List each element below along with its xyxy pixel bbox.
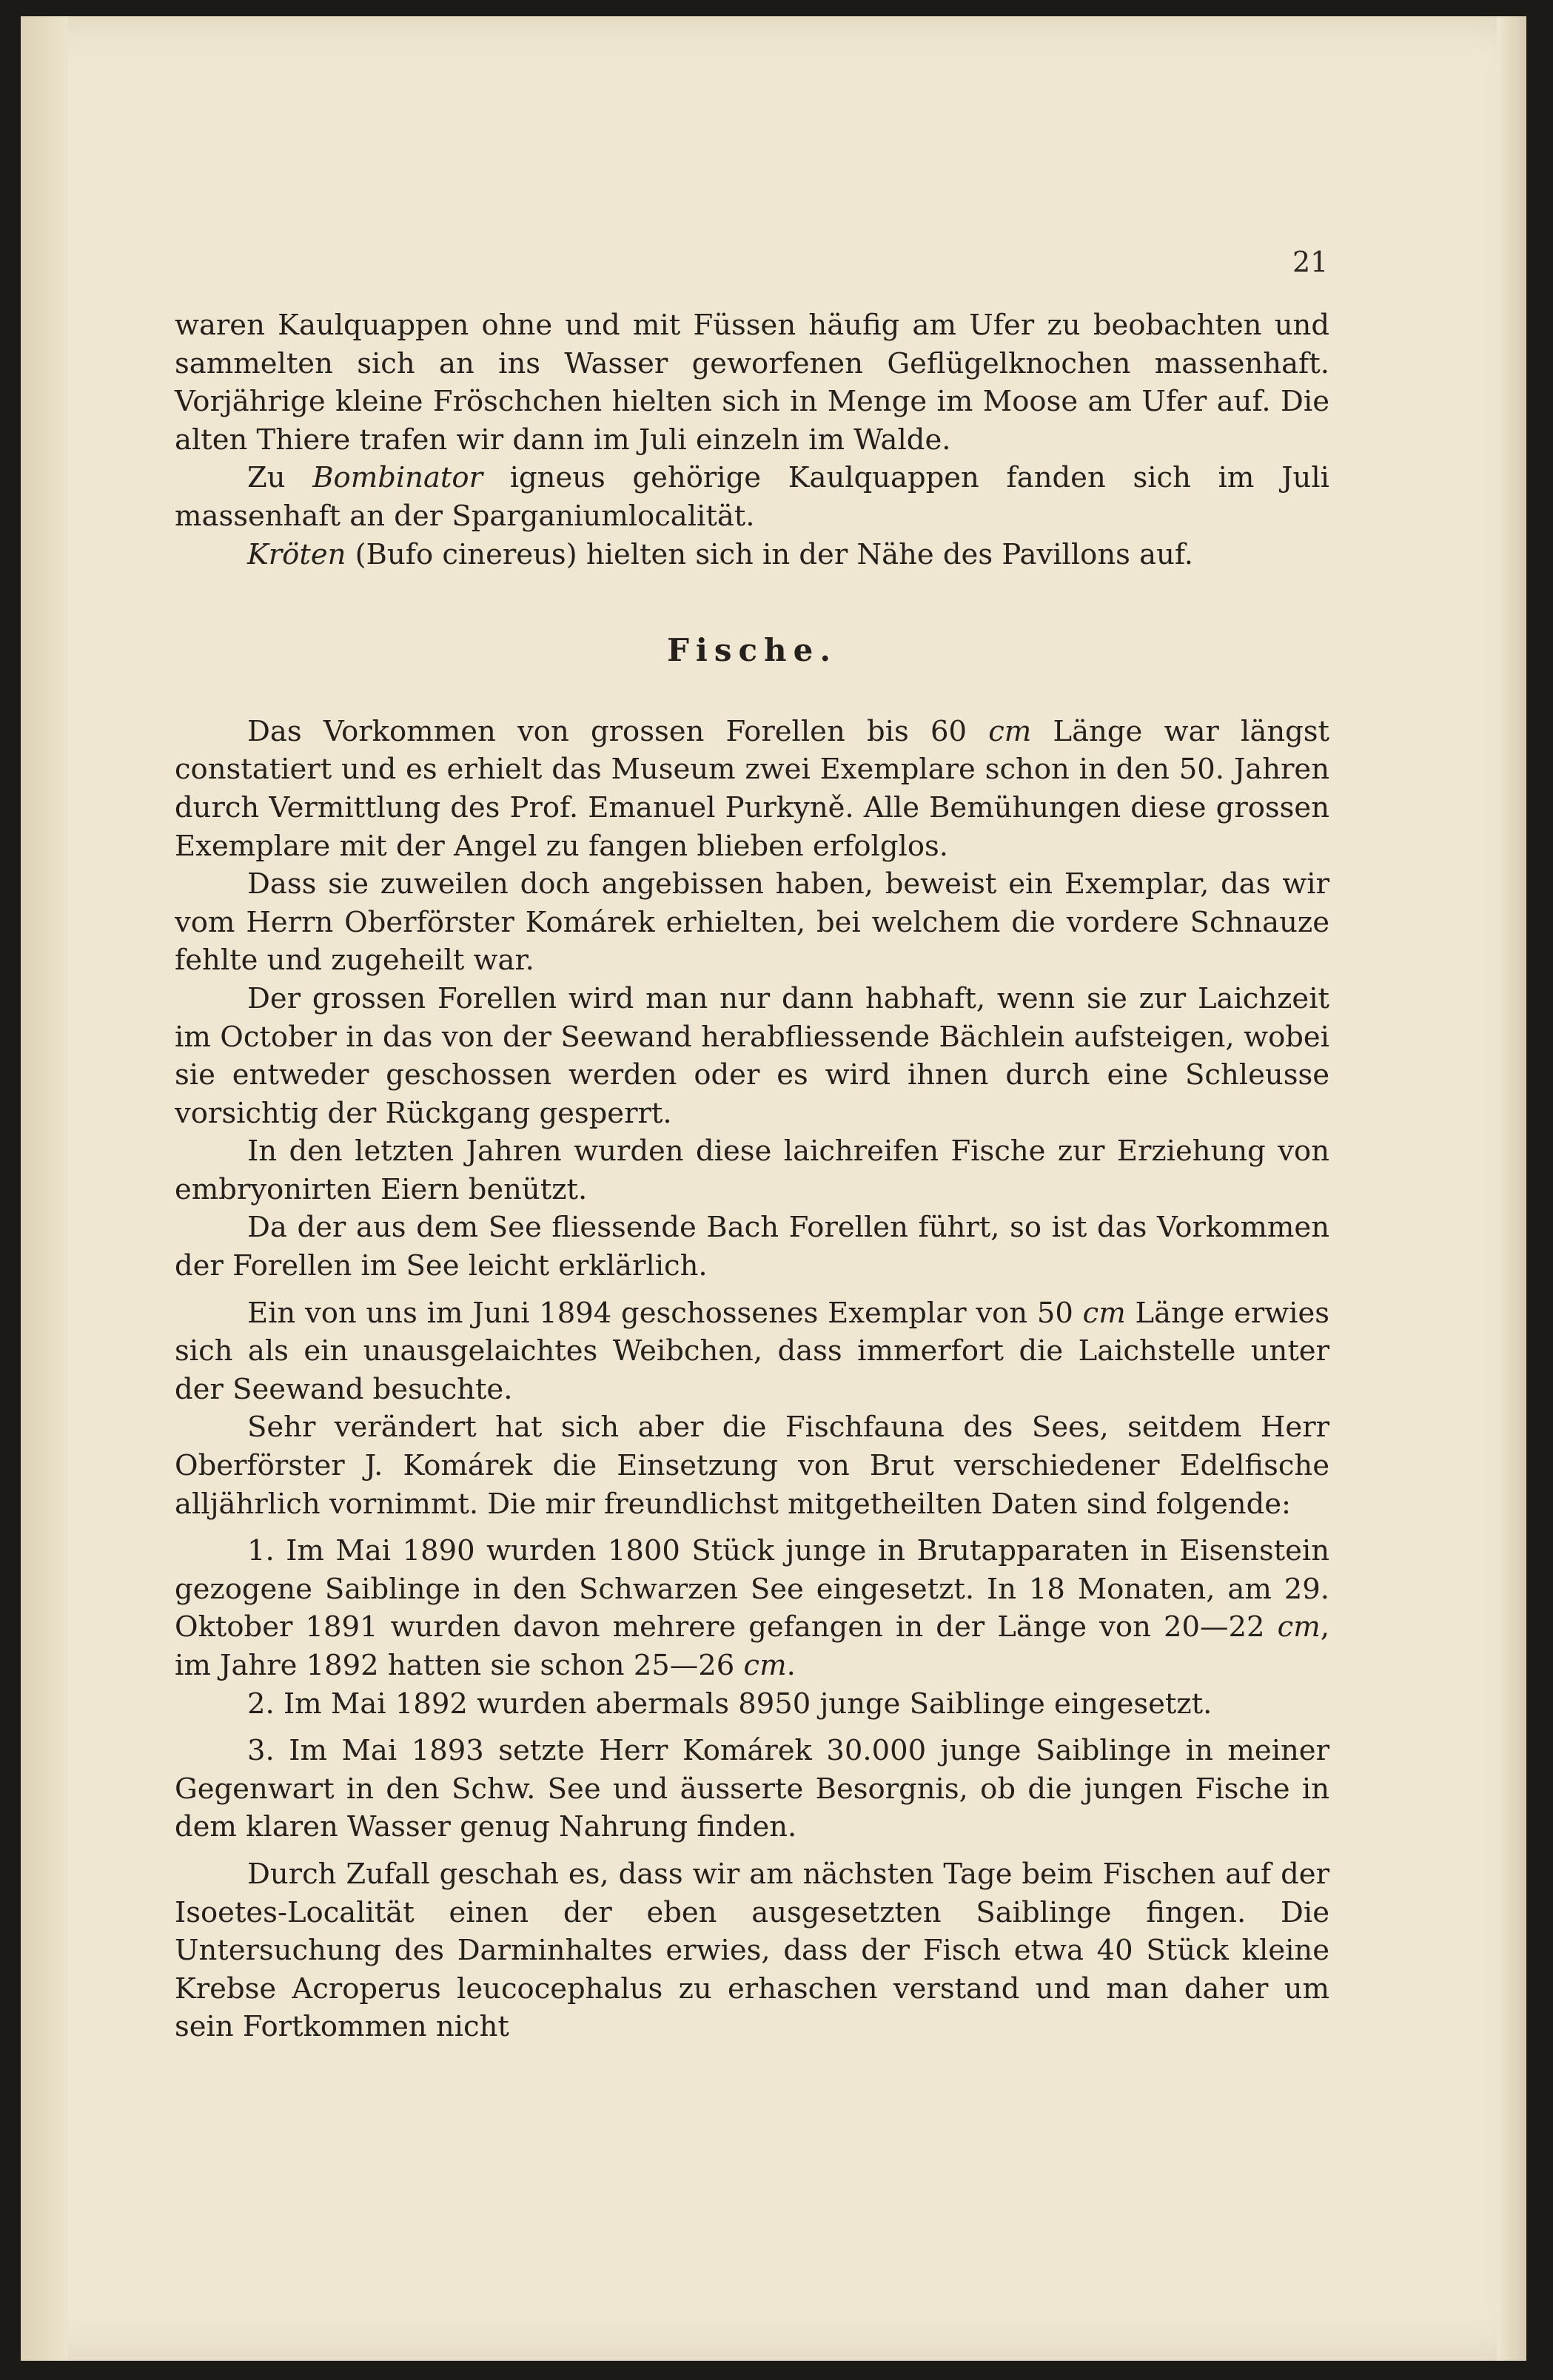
page-edge-shadow (1497, 16, 1526, 2361)
unit-cm: cm (743, 1649, 787, 1682)
book-page (21, 16, 1526, 2361)
paragraph-isoetes: Durch Zufall geschah es, dass wir am nächsten Tage beim Fischen auf der Isoetes-Localität einen der eben ausgesetzten Saiblinge fingen. Die Untersuchung des Darminhaltes erwies, dass der Fisch etwa 40 Stück kleine Krebse Acroperus leucocephalus zu erhaschen verstand und man daher um sein Fortkommen nicht (175, 1857, 1329, 2044)
paragraph-exemplar-1894 (175, 1294, 1329, 1409)
paragraph-bach-forellen: Da der aus dem See fliessende Bach Forellen führt, so ist das Vorkommen der Forellen im See leicht erklärlich. (175, 1211, 1329, 1283)
list-item-1892: 2. Im Mai 1892 wurden abermals 8950 junge Saiblinge eingesetzt. (247, 1687, 1212, 1721)
paragraph-kaulquappen: waren Kaulquappen ohne und mit Füssen häufig am Ufer zu beobachten und sammelten sich an ins Wasser geworfenen Geflügelknochen massenhaft. Vorjährige kleine Fröschchen hielten sich in Menge im Moose am Ufer auf. Die alten Thiere trafen wir dann im Juli einzeln im Walde. (175, 309, 1329, 457)
text-run: , im Jahre 1892 hatten sie schon 25—26 (175, 1610, 1329, 1682)
text-run: Länge war längst constatiert und es erhielt das Museum zwei Exemplare schon in den 50. Jahren durch Vermittlung des Prof. Emanuel Purkyně. Alle Bemühungen diese grossen Exemplare mit der Angel zu fangen blieben erfolglos. (175, 714, 1329, 863)
unit-cm: cm (1082, 1296, 1126, 1330)
unit-cm: cm (1277, 1610, 1321, 1644)
taxon-bombinator: Bombinator (312, 461, 483, 495)
paragraph-bombinator (175, 459, 1329, 535)
paragraph-laichzeit: Der grossen Forellen wird man nur dann habhaft, wenn sie zur Laichzeit im October in das von der Seewand herabfliessende Bächlein aufsteigen, wobei sie entweder geschossen werden oder es wird ihnen durch eine Schleusse vorsichtig der Rückgang gesperrt. (175, 981, 1329, 1130)
page-number: 21 (1292, 246, 1329, 278)
paragraph-forellen-vorkommen (175, 713, 1329, 865)
text-run: Ein von uns im Juni 1894 geschossenes Exemplar von 50 (247, 1296, 1083, 1330)
page-gutter-shadow (21, 16, 68, 2361)
paragraph-angebissen: Dass sie zuweilen doch angebissen haben, beweist ein Exemplar, das wir vom Herrn Oberförster Komárek erhielten, bei welchem die vordere Schnauze fehlte und zugeheilt war. (175, 867, 1329, 978)
paragraph-kroeten (175, 536, 1329, 574)
section-heading-fische: Fische. (667, 632, 837, 669)
paragraph-prefix: Zu (247, 461, 313, 495)
text-run: 1. Im Mai 1890 wurden 1800 Stück junge in Brutapparaten in Eisenstein gezogene Saiblinge in den Schwarzen See eingesetzt. In 18 Monaten, am 29. Oktober 1891 wurden davon mehrere gefangen in der Länge von 20—22 (175, 1534, 1329, 1644)
text-run: Länge erwies sich als ein unausgelaichtes Weibchen, dass immerfort die Laichstelle unter der Seewand besuchte. (175, 1296, 1330, 1406)
list-item-1890 (175, 1532, 1329, 1684)
taxon-kroeten: Kröten (247, 537, 346, 571)
paragraph-fischfauna: Sehr verändert hat sich aber die Fischfauna des Sees, seitdem Herr Oberförster J. Komárek die Einsetzung von Brut verschiedener Edelfische alljährlich vornimmt. Die mir freundlichst mitgetheilten Daten sind folgende: (175, 1411, 1329, 1521)
list-item-1893: 3. Im Mai 1893 setzte Herr Komárek 30.000 junge Saiblinge in meiner Gegenwart in den Schw. See und äusserte Besorgnis, ob die jungen Fische in dem klaren Wasser genug Nahrung finden. (175, 1734, 1329, 1844)
text-run: . (786, 1649, 796, 1682)
unit-cm: cm (988, 714, 1032, 748)
paragraph-embryonirte-eier: In den letzten Jahren wurden diese laichreifen Fische zur Erziehung von embryonirten Eiern benützt. (175, 1134, 1329, 1206)
paragraph-text: (Bufo cinereus) hielten sich in der Nähe des Pavillons auf. (346, 537, 1193, 571)
text-run: Das Vorkommen von grossen Forellen bis 60 (247, 714, 989, 748)
paragraph-text: igneus gehörige Kaulquappen fanden sich im Juli massenhaft an der Sparganiumlocalität. (175, 461, 1329, 533)
page-body (175, 306, 1329, 2046)
